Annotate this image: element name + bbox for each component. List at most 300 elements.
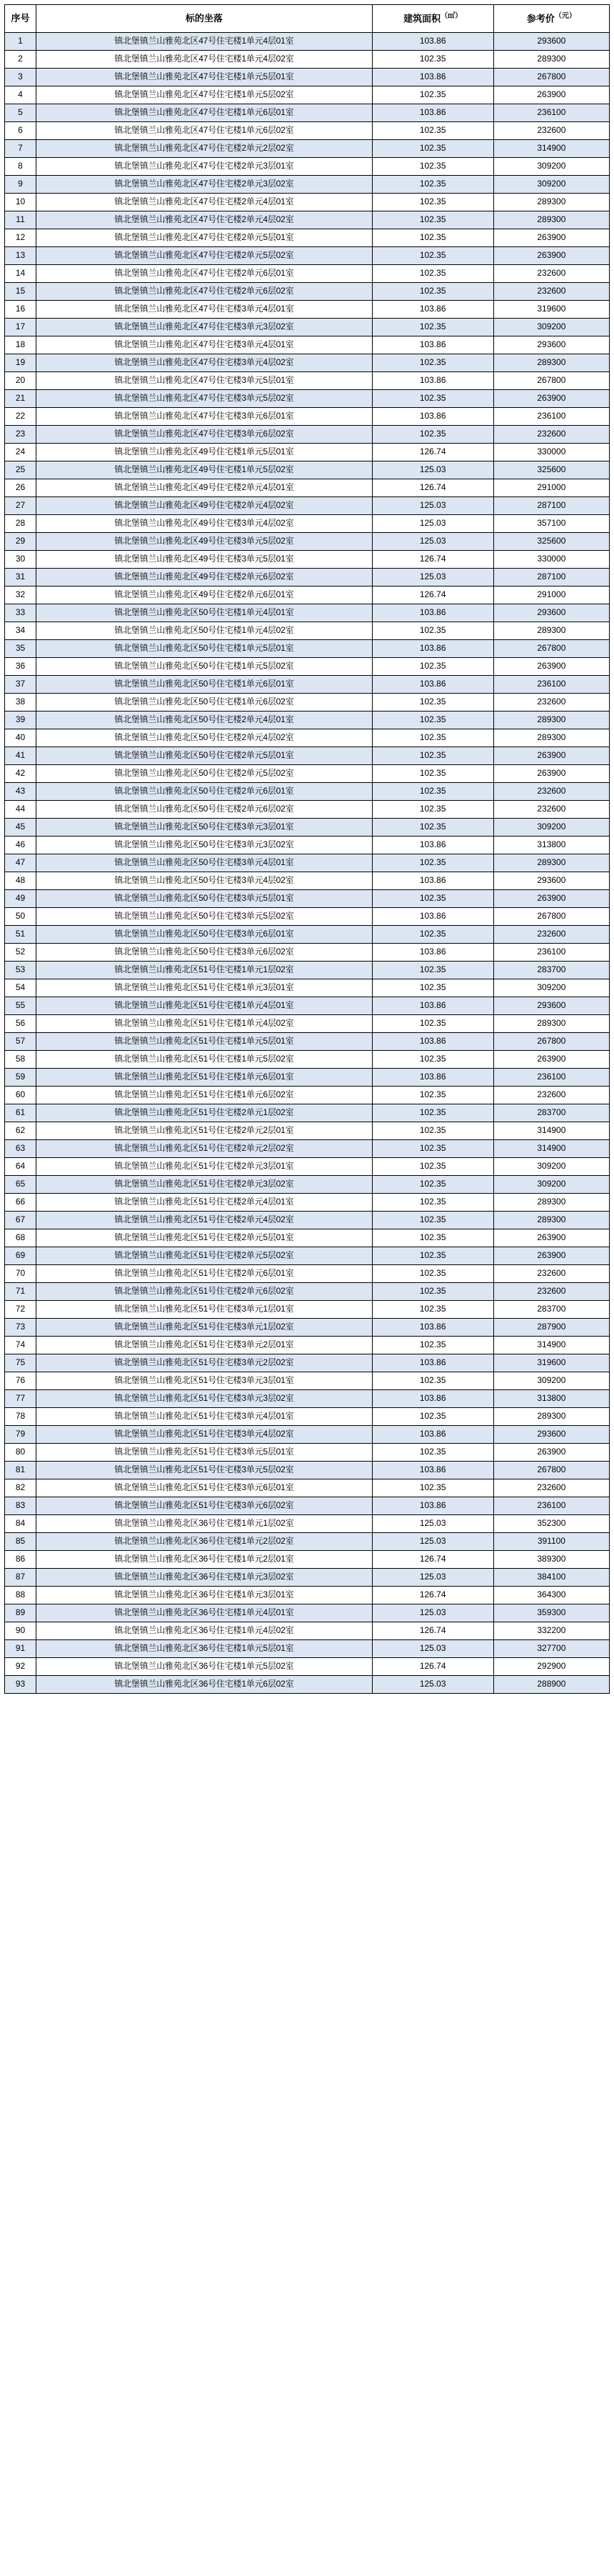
cell-price: 236100	[493, 1497, 609, 1515]
cell-address: 镇北堡镇兰山雅苑北区36号住宅楼1单元5层01室	[36, 1640, 373, 1658]
cell-address: 镇北堡镇兰山雅苑北区49号住宅楼3单元4层02室	[36, 515, 373, 533]
cell-address: 镇北堡镇兰山雅苑北区50号住宅楼3单元5层01室	[36, 890, 373, 908]
cell-index: 93	[5, 1676, 36, 1694]
cell-address: 镇北堡镇兰山雅苑北区50号住宅楼3单元6层01室	[36, 926, 373, 944]
cell-index: 5	[5, 104, 36, 122]
cell-index: 57	[5, 1033, 36, 1051]
cell-area: 125.03	[372, 1515, 493, 1533]
cell-area: 103.86	[372, 908, 493, 926]
cell-area: 125.03	[372, 1604, 493, 1622]
cell-index: 2	[5, 51, 36, 69]
cell-area: 102.35	[372, 426, 493, 444]
cell-address: 镇北堡镇兰山雅苑北区50号住宅楼3单元5层02室	[36, 908, 373, 926]
cell-area: 102.35	[372, 1408, 493, 1426]
cell-price: 236100	[493, 408, 609, 426]
cell-price: 232600	[493, 265, 609, 283]
table-row	[5, 229, 610, 247]
table-row	[5, 1604, 610, 1622]
cell-area: 102.35	[372, 890, 493, 908]
table-row	[5, 533, 610, 551]
cell-address: 镇北堡镇兰山雅苑北区51号住宅楼3单元6层01室	[36, 1479, 373, 1497]
cell-area: 102.35	[372, 819, 493, 837]
cell-address: 镇北堡镇兰山雅苑北区50号住宅楼1单元5层01室	[36, 640, 373, 658]
cell-index: 77	[5, 1390, 36, 1408]
cell-index: 66	[5, 1194, 36, 1212]
cell-area: 102.35	[372, 926, 493, 944]
cell-address: 镇北堡镇兰山雅苑北区50号住宅楼1单元4层02室	[36, 622, 373, 640]
cell-price: 314900	[493, 1337, 609, 1354]
cell-area: 103.86	[372, 872, 493, 890]
cell-address: 镇北堡镇兰山雅苑北区51号住宅楼2单元3层02室	[36, 1176, 373, 1194]
cell-price: 325600	[493, 461, 609, 479]
table-row	[5, 569, 610, 586]
cell-price: 309200	[493, 158, 609, 176]
cell-index: 81	[5, 1462, 36, 1479]
cell-index: 46	[5, 837, 36, 854]
cell-area: 102.35	[372, 747, 493, 765]
cell-area: 103.86	[372, 997, 493, 1015]
cell-address: 镇北堡镇兰山雅苑北区47号住宅楼3单元6层01室	[36, 408, 373, 426]
table-row	[5, 908, 610, 926]
cell-area: 125.03	[372, 569, 493, 586]
cell-area: 102.35	[372, 390, 493, 408]
cell-price: 263900	[493, 390, 609, 408]
cell-area: 125.03	[372, 461, 493, 479]
cell-price: 263900	[493, 1229, 609, 1247]
cell-address: 镇北堡镇兰山雅苑北区47号住宅楼3单元4层01室	[36, 336, 373, 354]
cell-index: 82	[5, 1479, 36, 1497]
table-row	[5, 1176, 610, 1194]
table-row	[5, 926, 610, 944]
table-row	[5, 1658, 610, 1676]
cell-address: 镇北堡镇兰山雅苑北区50号住宅楼2单元5层01室	[36, 747, 373, 765]
cell-index: 35	[5, 640, 36, 658]
cell-area: 102.35	[372, 979, 493, 997]
table-row	[5, 586, 610, 604]
cell-price: 391100	[493, 1533, 609, 1551]
table-row	[5, 1301, 610, 1319]
cell-address: 镇北堡镇兰山雅苑北区51号住宅楼2单元5层02室	[36, 1247, 373, 1265]
cell-address: 镇北堡镇兰山雅苑北区47号住宅楼2单元4层01室	[36, 194, 373, 211]
cell-area: 103.86	[372, 104, 493, 122]
cell-address: 镇北堡镇兰山雅苑北区51号住宅楼2单元1层02室	[36, 1104, 373, 1122]
cell-area: 102.35	[372, 1479, 493, 1497]
cell-area: 103.86	[372, 301, 493, 319]
table-row	[5, 283, 610, 301]
cell-area: 103.86	[372, 1462, 493, 1479]
cell-index: 76	[5, 1372, 36, 1390]
cell-area: 102.35	[372, 1158, 493, 1176]
cell-price: 293600	[493, 604, 609, 622]
table-row	[5, 1479, 610, 1497]
cell-area: 126.74	[372, 444, 493, 461]
table-row	[5, 890, 610, 908]
table-row	[5, 1587, 610, 1604]
cell-area: 125.03	[372, 1533, 493, 1551]
cell-address: 镇北堡镇兰山雅苑北区50号住宅楼2单元4层01室	[36, 712, 373, 729]
cell-index: 78	[5, 1408, 36, 1426]
cell-area: 103.86	[372, 336, 493, 354]
cell-address: 镇北堡镇兰山雅苑北区47号住宅楼1单元4层02室	[36, 51, 373, 69]
property-listing-table	[4, 4, 610, 1694]
cell-index: 56	[5, 1015, 36, 1033]
cell-address: 镇北堡镇兰山雅苑北区51号住宅楼3单元3层02室	[36, 1390, 373, 1408]
cell-area: 102.35	[372, 1176, 493, 1194]
cell-area: 102.35	[372, 1372, 493, 1390]
cell-index: 32	[5, 586, 36, 604]
cell-price: 289300	[493, 1408, 609, 1426]
cell-area: 102.35	[372, 1087, 493, 1104]
cell-price: 263900	[493, 1051, 609, 1069]
cell-price: 287100	[493, 569, 609, 586]
table-row	[5, 765, 610, 783]
cell-area: 102.35	[372, 1337, 493, 1354]
table-row	[5, 658, 610, 676]
cell-index: 51	[5, 926, 36, 944]
table-row	[5, 479, 610, 497]
cell-index: 24	[5, 444, 36, 461]
cell-index: 58	[5, 1051, 36, 1069]
cell-area: 102.35	[372, 194, 493, 211]
table-row	[5, 1337, 610, 1354]
cell-index: 71	[5, 1283, 36, 1301]
cell-price: 232600	[493, 926, 609, 944]
table-row	[5, 1462, 610, 1479]
cell-area: 126.74	[372, 479, 493, 497]
cell-area: 103.86	[372, 69, 493, 86]
cell-index: 53	[5, 962, 36, 979]
cell-area: 125.03	[372, 1676, 493, 1694]
table-row	[5, 354, 610, 372]
table-row	[5, 176, 610, 194]
cell-area: 103.86	[372, 837, 493, 854]
column-header-price	[493, 5, 609, 33]
table-row	[5, 747, 610, 765]
column-header-price-label: 参考价	[526, 13, 555, 24]
cell-area: 103.86	[372, 1319, 493, 1337]
cell-price: 289300	[493, 194, 609, 211]
table-row	[5, 1069, 610, 1087]
cell-price: 283700	[493, 962, 609, 979]
cell-index: 83	[5, 1497, 36, 1515]
cell-area: 102.35	[372, 265, 493, 283]
cell-index: 55	[5, 997, 36, 1015]
cell-index: 74	[5, 1337, 36, 1354]
table-row	[5, 1319, 610, 1337]
cell-address: 镇北堡镇兰山雅苑北区51号住宅楼3单元4层01室	[36, 1408, 373, 1426]
table-row	[5, 390, 610, 408]
table-row	[5, 86, 610, 104]
cell-index: 33	[5, 604, 36, 622]
table-row	[5, 1104, 610, 1122]
cell-area: 103.86	[372, 1426, 493, 1444]
cell-address: 镇北堡镇兰山雅苑北区36号住宅楼1单元4层01室	[36, 1604, 373, 1622]
cell-price: 309200	[493, 319, 609, 336]
cell-area: 126.74	[372, 551, 493, 569]
cell-index: 20	[5, 372, 36, 390]
cell-address: 镇北堡镇兰山雅苑北区50号住宅楼3单元3层01室	[36, 819, 373, 837]
cell-index: 47	[5, 854, 36, 872]
cell-index: 6	[5, 122, 36, 140]
cell-address: 镇北堡镇兰山雅苑北区51号住宅楼1单元4层01室	[36, 997, 373, 1015]
cell-area: 103.86	[372, 1033, 493, 1051]
cell-price: 319600	[493, 301, 609, 319]
cell-index: 15	[5, 283, 36, 301]
table-row	[5, 1444, 610, 1462]
cell-price: 293600	[493, 1426, 609, 1444]
table-row	[5, 1533, 610, 1551]
table-row	[5, 1158, 610, 1176]
cell-address: 镇北堡镇兰山雅苑北区51号住宅楼1单元1层02室	[36, 962, 373, 979]
cell-index: 27	[5, 497, 36, 515]
cell-address: 镇北堡镇兰山雅苑北区51号住宅楼1单元3层01室	[36, 979, 373, 997]
column-header-area	[372, 5, 493, 33]
cell-index: 54	[5, 979, 36, 997]
cell-area: 102.35	[372, 283, 493, 301]
cell-index: 79	[5, 1426, 36, 1444]
cell-area: 102.35	[372, 694, 493, 712]
cell-area: 102.35	[372, 1444, 493, 1462]
table-row	[5, 1497, 610, 1515]
cell-area: 102.35	[372, 140, 493, 158]
column-header-area-unit: （㎡）	[441, 12, 463, 21]
cell-address: 镇北堡镇兰山雅苑北区36号住宅楼1单元4层02室	[36, 1622, 373, 1640]
table-row	[5, 551, 610, 569]
cell-index: 22	[5, 408, 36, 426]
cell-area: 102.35	[372, 801, 493, 819]
cell-area: 103.86	[372, 640, 493, 658]
cell-area: 102.35	[372, 1265, 493, 1283]
cell-index: 37	[5, 676, 36, 694]
cell-price: 263900	[493, 747, 609, 765]
cell-address: 镇北堡镇兰山雅苑北区51号住宅楼3单元3层01室	[36, 1372, 373, 1390]
cell-area: 102.35	[372, 1283, 493, 1301]
table-row	[5, 194, 610, 211]
cell-area: 102.35	[372, 658, 493, 676]
cell-address: 镇北堡镇兰山雅苑北区47号住宅楼2单元5层02室	[36, 247, 373, 265]
table-row	[5, 1408, 610, 1426]
table-row	[5, 640, 610, 658]
cell-price: 293600	[493, 33, 609, 51]
column-header-address: 标的坐落	[36, 5, 373, 33]
cell-area: 102.35	[372, 229, 493, 247]
cell-price: 283700	[493, 1104, 609, 1122]
cell-price: 332200	[493, 1622, 609, 1640]
cell-address: 镇北堡镇兰山雅苑北区47号住宅楼3单元4层02室	[36, 354, 373, 372]
cell-index: 69	[5, 1247, 36, 1265]
cell-area: 102.35	[372, 86, 493, 104]
cell-address: 镇北堡镇兰山雅苑北区51号住宅楼3单元1层01室	[36, 1301, 373, 1319]
cell-price: 267800	[493, 1033, 609, 1051]
table-row	[5, 872, 610, 890]
cell-address: 镇北堡镇兰山雅苑北区36号住宅楼1单元1层02室	[36, 1515, 373, 1533]
cell-index: 88	[5, 1587, 36, 1604]
cell-price: 291000	[493, 479, 609, 497]
cell-address: 镇北堡镇兰山雅苑北区50号住宅楼3单元3层02室	[36, 837, 373, 854]
cell-address: 镇北堡镇兰山雅苑北区49号住宅楼3单元5层01室	[36, 551, 373, 569]
table-row	[5, 1569, 610, 1587]
cell-index: 11	[5, 211, 36, 229]
cell-price: 263900	[493, 86, 609, 104]
cell-price: 309200	[493, 979, 609, 997]
cell-price: 289300	[493, 854, 609, 872]
cell-price: 236100	[493, 944, 609, 962]
cell-index: 8	[5, 158, 36, 176]
cell-price: 232600	[493, 801, 609, 819]
table-row	[5, 1194, 610, 1212]
cell-index: 49	[5, 890, 36, 908]
table-row	[5, 1640, 610, 1658]
cell-area: 102.35	[372, 122, 493, 140]
table-row	[5, 1283, 610, 1301]
cell-address: 镇北堡镇兰山雅苑北区51号住宅楼2单元5层01室	[36, 1229, 373, 1247]
cell-address: 镇北堡镇兰山雅苑北区47号住宅楼3单元5层01室	[36, 372, 373, 390]
cell-address: 镇北堡镇兰山雅苑北区50号住宅楼3单元6层02室	[36, 944, 373, 962]
cell-index: 80	[5, 1444, 36, 1462]
cell-price: 263900	[493, 1247, 609, 1265]
table-row	[5, 1051, 610, 1069]
table-head	[5, 5, 610, 33]
cell-address: 镇北堡镇兰山雅苑北区47号住宅楼3单元3层02室	[36, 319, 373, 336]
cell-area: 103.86	[372, 33, 493, 51]
cell-price: 293600	[493, 997, 609, 1015]
cell-area: 125.03	[372, 1640, 493, 1658]
table-row	[5, 604, 610, 622]
cell-area: 102.35	[372, 1015, 493, 1033]
cell-index: 21	[5, 390, 36, 408]
cell-area: 102.35	[372, 247, 493, 265]
cell-price: 313800	[493, 837, 609, 854]
cell-index: 86	[5, 1551, 36, 1569]
table-body	[5, 33, 610, 1694]
cell-address: 镇北堡镇兰山雅苑北区47号住宅楼1单元5层02室	[36, 86, 373, 104]
table-row	[5, 515, 610, 533]
table-row	[5, 51, 610, 69]
cell-price: 289300	[493, 1015, 609, 1033]
cell-area: 103.86	[372, 944, 493, 962]
cell-address: 镇北堡镇兰山雅苑北区50号住宅楼1单元5层02室	[36, 658, 373, 676]
cell-address: 镇北堡镇兰山雅苑北区51号住宅楼1单元4层02室	[36, 1015, 373, 1033]
cell-address: 镇北堡镇兰山雅苑北区49号住宅楼3单元5层02室	[36, 533, 373, 551]
cell-area: 103.86	[372, 1390, 493, 1408]
cell-price: 384100	[493, 1569, 609, 1587]
cell-price: 232600	[493, 1283, 609, 1301]
table-row	[5, 1515, 610, 1533]
table-row	[5, 444, 610, 461]
cell-index: 75	[5, 1354, 36, 1372]
cell-index: 16	[5, 301, 36, 319]
cell-address: 镇北堡镇兰山雅苑北区47号住宅楼3单元6层02室	[36, 426, 373, 444]
cell-address: 镇北堡镇兰山雅苑北区47号住宅楼2单元2层02室	[36, 140, 373, 158]
cell-price: 267800	[493, 640, 609, 658]
cell-index: 14	[5, 265, 36, 283]
cell-price: 263900	[493, 1444, 609, 1462]
cell-area: 102.35	[372, 158, 493, 176]
cell-area: 102.35	[372, 1229, 493, 1247]
table-row	[5, 1140, 610, 1158]
cell-index: 3	[5, 69, 36, 86]
table-row	[5, 1033, 610, 1051]
cell-address: 镇北堡镇兰山雅苑北区36号住宅楼1单元6层02室	[36, 1676, 373, 1694]
cell-address: 镇北堡镇兰山雅苑北区51号住宅楼3单元2层01室	[36, 1337, 373, 1354]
cell-index: 1	[5, 33, 36, 51]
cell-address: 镇北堡镇兰山雅苑北区50号住宅楼1单元4层01室	[36, 604, 373, 622]
cell-address: 镇北堡镇兰山雅苑北区50号住宅楼1单元6层02室	[36, 694, 373, 712]
cell-address: 镇北堡镇兰山雅苑北区51号住宅楼3单元4层02室	[36, 1426, 373, 1444]
cell-address: 镇北堡镇兰山雅苑北区50号住宅楼2单元6层01室	[36, 783, 373, 801]
cell-price: 267800	[493, 372, 609, 390]
cell-price: 232600	[493, 1265, 609, 1283]
cell-index: 68	[5, 1229, 36, 1247]
cell-address: 镇北堡镇兰山雅苑北区47号住宅楼2单元5层01室	[36, 229, 373, 247]
cell-address: 镇北堡镇兰山雅苑北区51号住宅楼2单元4层01室	[36, 1194, 373, 1212]
cell-price: 292900	[493, 1658, 609, 1676]
cell-area: 102.35	[372, 1212, 493, 1229]
table-row	[5, 1390, 610, 1408]
table-row	[5, 729, 610, 747]
table-row	[5, 1247, 610, 1265]
cell-price: 236100	[493, 676, 609, 694]
cell-index: 30	[5, 551, 36, 569]
cell-price: 287100	[493, 497, 609, 515]
cell-area: 102.35	[372, 354, 493, 372]
table-header-row	[5, 5, 610, 33]
cell-price: 236100	[493, 104, 609, 122]
table-row	[5, 211, 610, 229]
cell-area: 103.86	[372, 1354, 493, 1372]
cell-index: 17	[5, 319, 36, 336]
cell-area: 102.35	[372, 1194, 493, 1212]
cell-price: 283700	[493, 1301, 609, 1319]
cell-address: 镇北堡镇兰山雅苑北区51号住宅楼3单元1层02室	[36, 1319, 373, 1337]
cell-address: 镇北堡镇兰山雅苑北区51号住宅楼3单元5层02室	[36, 1462, 373, 1479]
cell-area: 103.86	[372, 1069, 493, 1087]
table-row	[5, 158, 610, 176]
cell-area: 102.35	[372, 51, 493, 69]
table-row	[5, 336, 610, 354]
cell-address: 镇北堡镇兰山雅苑北区47号住宅楼2单元4层02室	[36, 211, 373, 229]
column-header-area-label: 建筑面积	[403, 13, 441, 24]
cell-address: 镇北堡镇兰山雅苑北区47号住宅楼2单元3层02室	[36, 176, 373, 194]
table-row	[5, 1354, 610, 1372]
cell-price: 319600	[493, 1354, 609, 1372]
cell-area: 102.35	[372, 1301, 493, 1319]
cell-price: 263900	[493, 229, 609, 247]
table-row	[5, 461, 610, 479]
cell-area: 102.35	[372, 319, 493, 336]
cell-address: 镇北堡镇兰山雅苑北区36号住宅楼1单元2层02室	[36, 1533, 373, 1551]
cell-price: 291000	[493, 586, 609, 604]
cell-address: 镇北堡镇兰山雅苑北区51号住宅楼2单元6层02室	[36, 1283, 373, 1301]
table-row	[5, 69, 610, 86]
cell-price: 289300	[493, 354, 609, 372]
cell-address: 镇北堡镇兰山雅苑北区51号住宅楼3单元6层02室	[36, 1497, 373, 1515]
cell-index: 73	[5, 1319, 36, 1337]
cell-price: 263900	[493, 658, 609, 676]
cell-address: 镇北堡镇兰山雅苑北区51号住宅楼1单元6层02室	[36, 1087, 373, 1104]
column-header-price-unit: （元）	[554, 12, 576, 21]
table-row	[5, 1676, 610, 1694]
cell-area: 102.35	[372, 783, 493, 801]
cell-price: 263900	[493, 247, 609, 265]
cell-index: 23	[5, 426, 36, 444]
table-row	[5, 104, 610, 122]
table-row	[5, 783, 610, 801]
cell-index: 59	[5, 1069, 36, 1087]
cell-address: 镇北堡镇兰山雅苑北区49号住宅楼2单元6层02室	[36, 569, 373, 586]
table-row	[5, 497, 610, 515]
cell-index: 7	[5, 140, 36, 158]
